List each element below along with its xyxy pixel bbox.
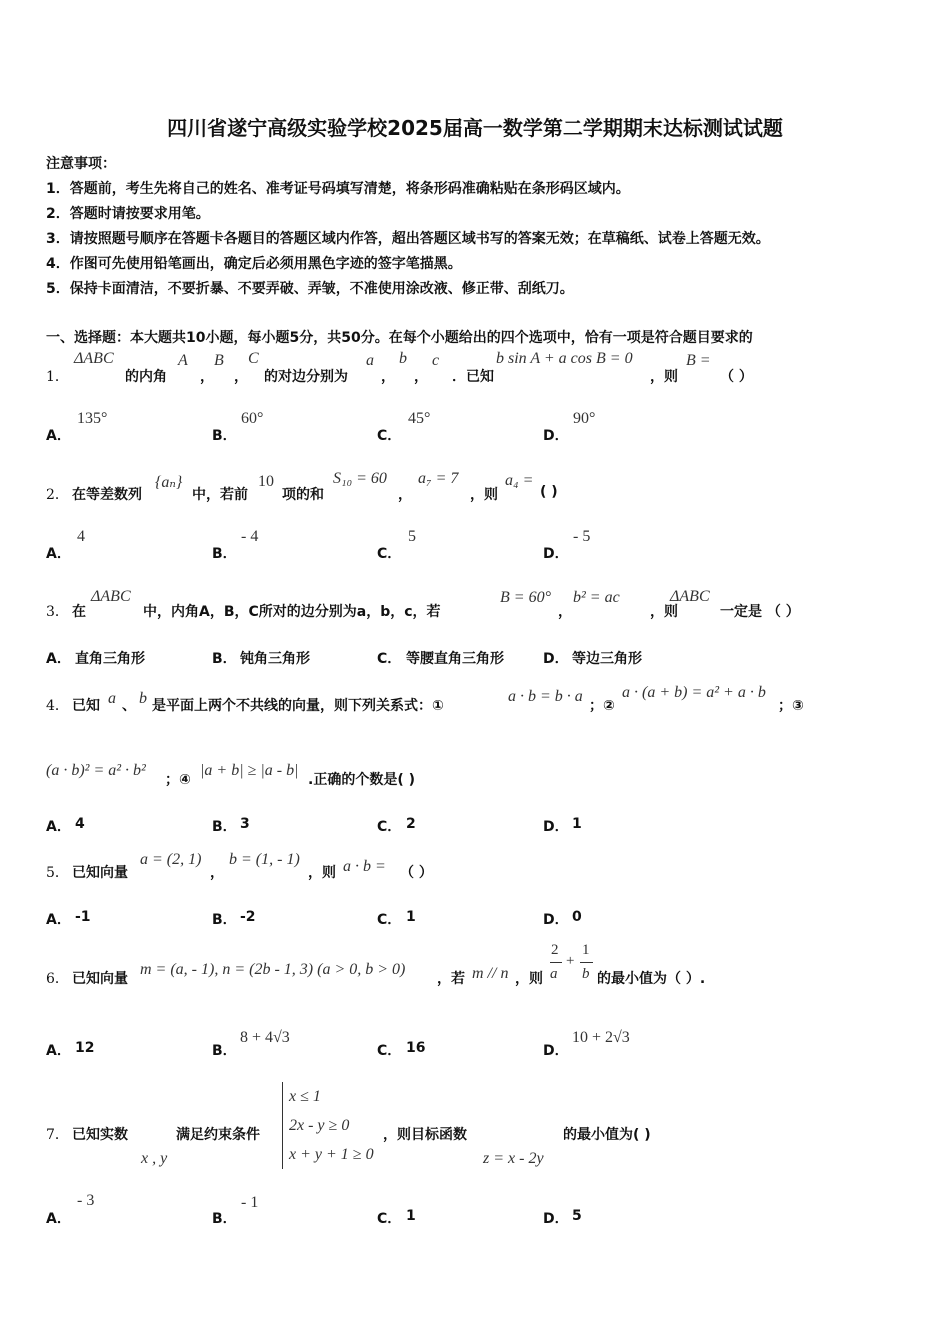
option-label: A． <box>46 546 71 562</box>
option-label: A． <box>46 1043 71 1059</box>
math: + <box>566 953 575 969</box>
question-number: 2． <box>46 487 69 503</box>
option-label: B． <box>212 1043 237 1059</box>
option-label: D． <box>543 819 569 835</box>
math: a₇ = 7 <box>418 470 459 487</box>
option-label: C． <box>377 1211 402 1227</box>
text: 在 <box>72 604 86 620</box>
text: 的内角 <box>125 369 167 385</box>
math: b = (1, - 1) <box>229 851 300 868</box>
text: 在等差数列 <box>72 487 142 503</box>
math-denominator: b <box>582 966 590 982</box>
math: a <box>366 352 374 369</box>
question-number: 7． <box>46 1127 69 1143</box>
text: ， <box>398 487 412 503</box>
option-label: B． <box>212 912 237 928</box>
note-item: 1．答题前，考生先将自己的姓名、准考证号码填写清楚，将条形码准确粘贴在条形码区域内。 <box>46 181 630 197</box>
option-label: A． <box>46 1211 71 1227</box>
option-value: 4 <box>75 816 85 832</box>
text: ；③ <box>778 698 804 714</box>
option-label: B． <box>212 546 237 562</box>
math: B = 60° <box>500 589 551 606</box>
math: a = (2, 1) <box>140 851 202 868</box>
option-label: D． <box>543 651 569 667</box>
answer-bracket: （ ） <box>720 369 753 385</box>
math: C <box>248 350 259 367</box>
option-value: - 4 <box>241 528 259 545</box>
text: 中，若前 <box>192 487 248 503</box>
option-label: C． <box>377 546 402 562</box>
math: z = x - 2y <box>483 1150 544 1167</box>
option-label: D． <box>543 912 569 928</box>
math-relation-1: a · b = b · a <box>508 688 583 705</box>
option-label: B． <box>212 819 237 835</box>
question-number: 6． <box>46 971 69 987</box>
math: B = <box>686 352 711 369</box>
math-relation-4: |a + b| ≥ |a - b| <box>200 762 299 779</box>
note-item: 3．请按照题号顺序在答题卡各题目的答题区域内作答，超出答题区域书写的答案无效；在草稿纸、试卷上答题无效。 <box>46 231 770 247</box>
math-numerator: 1 <box>582 942 590 958</box>
option-label: D． <box>543 1043 569 1059</box>
option-label: D． <box>543 546 569 562</box>
text: 已知实数 <box>72 1127 128 1143</box>
option-value: 等边三角形 <box>572 651 642 667</box>
option-label: D． <box>543 1211 569 1227</box>
option-value: 10 + 2√3 <box>572 1029 630 1046</box>
math: A <box>178 352 188 369</box>
math: 10 <box>258 473 274 490</box>
option-value: 3 <box>240 816 250 832</box>
text: ， <box>234 369 248 385</box>
fraction-bar <box>550 962 562 963</box>
notes-heading: 注意事项： <box>46 156 116 172</box>
text: ，则 <box>515 971 543 987</box>
option-label: C． <box>377 819 402 835</box>
answer-bracket: ( ) <box>540 484 558 500</box>
constraint: x ≤ 1 <box>289 1088 321 1105</box>
math: S₁₀ = 60 <box>333 470 387 487</box>
text: ， <box>200 369 214 385</box>
constraint: 2x - y ≥ 0 <box>289 1117 350 1134</box>
text: 已知 <box>72 698 100 714</box>
text: 项的和 <box>282 487 324 503</box>
option-label: B． <box>212 651 237 667</box>
option-value: - 3 <box>77 1192 95 1209</box>
math-triangle: ΔABC <box>74 350 114 367</box>
math: c <box>432 352 440 369</box>
math: b <box>399 350 407 367</box>
math-condition: b sin A + a cos B = 0 <box>496 350 633 367</box>
text: ，则 <box>308 865 336 881</box>
text: 中，内角A，B，C所对的边分别为a，b，c，若 <box>143 604 441 620</box>
option-label: A． <box>46 428 71 444</box>
math-triangle: ΔABC <box>670 588 710 605</box>
question-number: 5． <box>46 865 69 881</box>
text: .正确的个数是( ) <box>308 772 415 788</box>
math: m = (a, - 1), n = (2b - 1, 3) (a > 0, b > 0) <box>140 961 406 978</box>
text: ，则 <box>470 487 498 503</box>
option-value: -2 <box>240 909 256 925</box>
option-label: B． <box>212 1211 237 1227</box>
text: 已知向量 <box>72 971 128 987</box>
option-label: C． <box>377 651 402 667</box>
option-label: C． <box>377 1043 402 1059</box>
text: 、 <box>122 698 136 714</box>
math: a₄ = <box>505 472 534 489</box>
option-value: 60° <box>241 410 264 427</box>
option-value: 16 <box>406 1040 426 1056</box>
option-value: 8 + 4√3 <box>240 1029 290 1046</box>
question-number: 1． <box>46 369 69 385</box>
math: a · b = <box>343 858 386 875</box>
text: ；② <box>589 698 615 714</box>
option-value: 135° <box>77 410 108 427</box>
option-label: A． <box>46 651 71 667</box>
math: m // n <box>472 965 509 982</box>
answer-bracket: 的最小值为( ) <box>563 1127 651 1143</box>
text: ， <box>414 369 428 385</box>
option-value: 钝角三角形 <box>240 651 310 667</box>
math-relation-3: (a · b)² = a² · b² <box>46 762 146 779</box>
answer-bracket: 的最小值为（ ）. <box>597 971 706 987</box>
option-label: B． <box>212 428 237 444</box>
option-value: 2 <box>406 816 416 832</box>
text: ，则 <box>650 604 678 620</box>
constraint: x + y + 1 ≥ 0 <box>289 1146 374 1163</box>
option-value: 45° <box>408 410 431 427</box>
note-item: 5．保持卡面清洁，不要折暴、不要弄破、弄皱，不准使用涂改液、修正带、刮纸刀。 <box>46 281 574 297</box>
option-value: - 5 <box>573 528 591 545</box>
answer-bracket: （ ） <box>400 865 433 881</box>
option-value: 1 <box>406 1208 416 1224</box>
text: ，若 <box>437 971 465 987</box>
option-value: 0 <box>572 909 582 925</box>
math-denominator: a <box>550 966 558 982</box>
text: ；④ <box>165 772 191 788</box>
math: b <box>139 690 147 707</box>
math: {aₙ} <box>155 474 183 491</box>
option-value: 直角三角形 <box>75 651 145 667</box>
text: ，则目标函数 <box>383 1127 467 1143</box>
math: a <box>108 690 116 707</box>
text: ．已知 <box>452 369 494 385</box>
option-value: 5 <box>572 1208 582 1224</box>
answer-bracket: 一定是 （ ） <box>720 604 800 620</box>
option-value: 90° <box>573 410 596 427</box>
option-value: -1 <box>75 909 91 925</box>
math-numerator: 2 <box>551 942 559 958</box>
math: B <box>214 352 224 369</box>
math-triangle: ΔABC <box>91 588 131 605</box>
text: 满足约束条件 <box>176 1127 260 1143</box>
math-relation-2: a · (a + b) = a² + a · b <box>622 684 766 701</box>
page-title: 四川省遂宁高级实验学校2025届高一数学第二学期期末达标测试试题 <box>167 116 783 140</box>
text: ， <box>210 865 224 881</box>
option-label: C． <box>377 912 402 928</box>
text: ， <box>381 369 395 385</box>
option-value: - 1 <box>241 1194 259 1211</box>
option-value: 4 <box>77 528 85 545</box>
fraction-bar <box>580 962 593 963</box>
text: 的对边分别为 <box>264 369 348 385</box>
option-label: A． <box>46 819 71 835</box>
text: ，则 <box>650 369 678 385</box>
option-value: 12 <box>75 1040 95 1056</box>
section-heading: 一、选择题：本大题共10小题，每小题5分，共50分。在每个小题给出的四个选项中，恰有一项是符合题目要求的 <box>46 330 753 346</box>
option-label: A． <box>46 912 71 928</box>
note-item: 2．答题时请按要求用笔。 <box>46 206 210 222</box>
option-value: 5 <box>408 528 416 545</box>
question-number: 4． <box>46 698 69 714</box>
option-label: D． <box>543 428 569 444</box>
note-item: 4．作图可先使用铅笔画出，确定后必须用黑色字迹的签字笔描黑。 <box>46 256 462 272</box>
text: 已知向量 <box>72 865 128 881</box>
text: ， <box>558 604 572 620</box>
option-value: 1 <box>406 909 416 925</box>
option-value: 等腰直角三角形 <box>406 651 504 667</box>
math: b² = ac <box>573 589 620 606</box>
question-number: 3． <box>46 604 69 620</box>
constraint-system <box>282 1082 374 1169</box>
math: x , y <box>141 1150 168 1167</box>
option-label: C． <box>377 428 402 444</box>
option-value: 1 <box>572 816 582 832</box>
text: 是平面上两个不共线的向量，则下列关系式：① <box>152 698 444 714</box>
